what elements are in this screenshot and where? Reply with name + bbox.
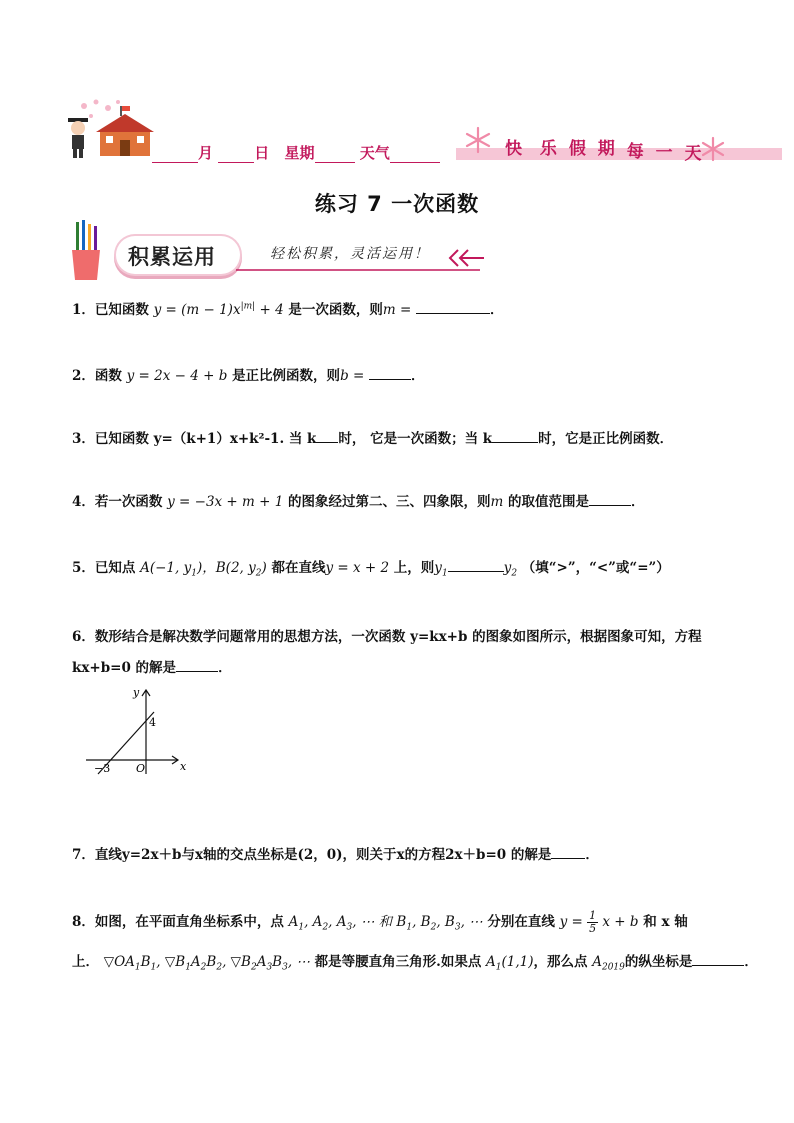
day-blank xyxy=(218,148,254,163)
question-text: 上，则 xyxy=(393,560,435,576)
question-number: 3． xyxy=(72,431,95,447)
question-text: 时，它是正比例函数． xyxy=(538,431,674,447)
question-6-line-2 xyxy=(72,656,232,676)
question-7 xyxy=(72,843,599,863)
question-text: 的取值范围是 xyxy=(508,494,590,510)
day-label: 日 xyxy=(254,144,270,162)
question-text: 上． xyxy=(72,954,99,970)
question-text: 的纵坐标是 xyxy=(624,954,693,970)
question-text: 是一次函数，则 xyxy=(288,302,383,318)
question-number: 5． xyxy=(72,560,95,576)
answer-blank[interactable] xyxy=(692,953,744,966)
answer-blank[interactable] xyxy=(369,367,411,380)
question-text: 时， 它是一次函数；当 k xyxy=(338,431,493,447)
double-arrow-left-icon xyxy=(446,248,486,268)
question-text: 已知点 xyxy=(94,560,136,576)
section-slogan: 轻松积累，灵活运用！ xyxy=(270,246,430,262)
question-text: ，那么点 xyxy=(533,954,588,970)
origin-label: O xyxy=(136,762,146,775)
section-title: 积累运用 xyxy=(128,245,216,269)
question-text: 是正比例函数，则 xyxy=(232,368,341,384)
question-text: 若一次函数 xyxy=(94,494,163,510)
question-text: 已知函数 xyxy=(94,302,149,318)
slogan-char: 假 xyxy=(568,139,586,159)
question-3 xyxy=(72,427,673,447)
weather-label: 天气 xyxy=(359,144,390,162)
slogan-char: 每 xyxy=(626,142,644,162)
question-6-line-1 xyxy=(72,625,702,645)
question-text: 的图象经过第二、三、四象限，则 xyxy=(288,494,491,510)
pencil-holder-icon xyxy=(68,220,104,282)
answer-blank[interactable] xyxy=(176,659,218,672)
question-1: 1．已知函数 $y = (m - 1)x^{|m|} + 4$ 是一次函数，则m = ． xyxy=(72,301,504,318)
question-end: ． xyxy=(489,302,504,318)
question-number: 2． xyxy=(72,368,95,384)
page-title: 练习 7 一次函数 xyxy=(314,192,480,216)
answer-blank[interactable] xyxy=(448,559,504,572)
question-number: 7． xyxy=(72,847,95,863)
month-blank xyxy=(152,148,198,163)
question-text: （填“>”，“<”或“=”） xyxy=(521,560,670,576)
question-end: ． xyxy=(411,368,425,384)
question-end: ． xyxy=(585,847,599,863)
question-text: kx+b=0 的解是 xyxy=(72,660,177,676)
weekday-blank xyxy=(315,148,355,163)
question-text: 都在直线 xyxy=(271,560,326,576)
slogan-char: 快 xyxy=(505,139,522,159)
slogan-char: 乐 xyxy=(539,139,557,159)
x-axis-label: x xyxy=(180,760,187,773)
answer-blank[interactable] xyxy=(316,430,338,443)
question-8-line-2: 上． $▽OA_1B_1$, $▽B_1A_2B_2$, $▽B_2A_3B_3$, ⋯ 都是等腰直角三角形.如果点 $A_1(1,1)$，那么点 $A_{2019}$的纵坐标是 ． xyxy=(72,954,758,973)
question-text: 都是等腰直角三角形.如果点 xyxy=(314,954,482,970)
question-text: 如图，在平面直角坐标系中，点 xyxy=(94,914,284,930)
question-2: 2．函数 y = 2x − 4 + b 是正比例函数，则b = ． xyxy=(72,368,425,384)
weekday-label: 星期 xyxy=(284,144,315,162)
header-decoration xyxy=(66,96,158,160)
question-text: 函数 xyxy=(94,368,122,384)
school-building-icon xyxy=(96,106,154,156)
month-label: 月 xyxy=(198,144,214,162)
slogan-char: 天 xyxy=(684,144,702,164)
snowflake-icon xyxy=(464,126,492,154)
question-end: ． xyxy=(218,660,232,676)
happy-holiday-slogan xyxy=(505,134,708,164)
y-intercept-label: 4 xyxy=(149,716,156,729)
question-text: 已知函数 y=（k+1）x+k²-1. 当 k xyxy=(94,431,317,447)
question-text: 直线y=2x＋b与x轴的交点坐标是(2，0)，则关于x的方程2x＋b=0 的解是 xyxy=(94,847,552,863)
answer-blank[interactable] xyxy=(551,846,585,859)
linear-function-graph xyxy=(82,684,192,780)
graduate-student-icon xyxy=(68,118,88,158)
question-text: 数形结合是解决数学问题常用的思想方法，一次函数 y=kx+b 的图象如图所示，根据图象可知，方程 xyxy=(94,629,702,645)
question-end: ． xyxy=(631,494,645,510)
question-end: ． xyxy=(744,954,758,970)
header-date-line xyxy=(152,142,440,163)
y-axis-label: y xyxy=(133,686,140,699)
question-number: 6． xyxy=(72,629,95,645)
question-4: 4．若一次函数 y = −3x + m + 1 的图象经过第二、三、四象限，则m 的取值范围是 ． xyxy=(72,494,645,510)
answer-blank[interactable] xyxy=(492,430,538,443)
answer-blank[interactable] xyxy=(416,301,490,314)
question-text: 和 x 轴 xyxy=(643,914,688,930)
answer-blank[interactable] xyxy=(589,493,631,506)
question-number: 4． xyxy=(72,494,95,510)
question-8-line-1: 8．如图，在平面直角坐标系中，点 $A_1$, $A_2$, $A_3$, ⋯ 和 $B_1$, $B_2$, $B_3$, ⋯ 分别在直线 y = $\frac{1}{5}$ x + b 和 x 轴 xyxy=(72,909,688,935)
question-5: 5．已知点 A(−1, $y_1$)，B(2, $y_2$) 都在直线y = x + 2 上，则$y_1$ $y_2$ （填“>”，“<”或“=”） xyxy=(72,560,670,579)
snowflake-cluster-icon xyxy=(81,100,120,119)
question-number: 8． xyxy=(72,914,95,930)
question-number: 1． xyxy=(72,302,95,318)
x-intercept-label: −3 xyxy=(94,762,111,775)
question-text: 分别在直线 xyxy=(487,914,555,930)
weather-blank xyxy=(390,148,440,163)
slogan-char: 一 xyxy=(655,143,673,163)
slogan-char: 期 xyxy=(597,139,615,159)
